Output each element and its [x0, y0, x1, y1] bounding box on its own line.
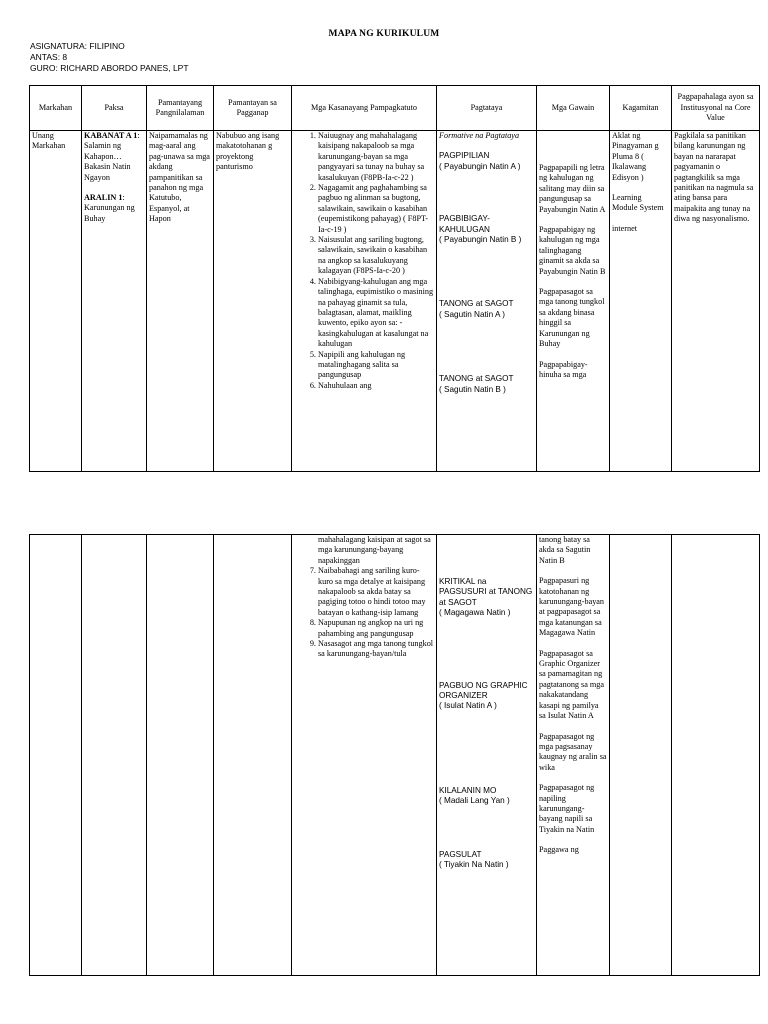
- assessment-name: PAGBUO NG GRAPHIC ORGANIZER: [439, 680, 528, 701]
- column-header: Mga Kasanayang Pampagkatuto: [292, 86, 437, 131]
- pangnilalaman-cell: [147, 535, 214, 976]
- column-header: Pamantayan sa Pagganap: [214, 86, 292, 131]
- markahan-cell: Unang Markahan: [30, 131, 82, 472]
- activity-item: Pagpapasagot ng mga pagsasanay kaugnay ng aralin sa wika: [539, 731, 607, 772]
- assessment-name: TANONG at SAGOT: [439, 374, 514, 384]
- kagamitan-cell: [610, 131, 672, 472]
- competency-continuation: mahahalagang kaisipan at sagot sa mga karunungang-bayang napakinggan: [318, 535, 431, 565]
- competency-item: 3. Naisusulat ang sariling bugtong, salawikain, sawikain o kasabihan na angkop sa kasalukuyang kalagayan (F8PS-Ia-c-20 ): [318, 235, 434, 277]
- assessment-sub: ( Tiyakin Na Natin ): [439, 860, 509, 870]
- assessment-name: KILALANIN MO: [439, 785, 497, 795]
- column-header: Pagpapahalaga ayon sa Institusyonal na Core Value: [672, 86, 760, 131]
- assessment-intro: Formative na Pagtataya: [439, 131, 520, 140]
- paksa-cell: [82, 131, 147, 472]
- curriculum-table-page-2: [29, 534, 760, 976]
- subject-line: ASIGNATURA: FILIPINO: [30, 41, 125, 51]
- pagtataya-cell: [437, 131, 537, 472]
- activity-item: Pagpapasagot ng napiling karunungang-bayang napili sa Tiyakin na Natin: [539, 783, 595, 834]
- competency-item: 9. Nasasagot ang mga tanong tungkol sa karunungang-bayan/tula: [318, 639, 434, 660]
- table-header-row: [30, 86, 760, 131]
- markahan-cell: [30, 535, 82, 976]
- assessment-sub: ( Payabungin Natin B ): [439, 235, 522, 245]
- kabanata-label: KABANAT A 1: [84, 131, 138, 140]
- kagamitan-cell: [610, 535, 672, 976]
- activity-item: Pagpapapili ng letra ng kahulugan ng salitang may diin sa pangungusap sa Payabungin Natin A: [539, 163, 606, 214]
- activity-continuation: tanong batay sa akda sa Sagutin Natin B: [539, 535, 591, 565]
- activity-item: Pagpapasuri ng katotohanan ng karunungang-bayan at pagpapasagot sa mga katanungan sa Magagawa Natin: [539, 576, 605, 638]
- column-header: Pagtataya: [437, 86, 537, 131]
- assessment-sub: ( Payabungin Natin A ): [439, 161, 521, 171]
- assessment-name: PAGSULAT: [439, 849, 482, 859]
- activity-item: Pagpapasagot sa mga tanong tungkol sa akdang binasa hinggil sa Karunungan ng Buhay: [539, 287, 605, 349]
- table-row: [30, 535, 760, 976]
- gawain-cell: [537, 131, 610, 472]
- competency-item: 7. Naibabahagi ang sariling kuro-kuro sa mga detalye at kaisipang nakapaloob sa akda batay sa pagiging totoo o hindi totoo may batayan o kathang-isip lamang: [318, 566, 434, 618]
- material-item: Learning Module System: [612, 193, 664, 213]
- activity-item: Pagpapasagot sa Graphic Organizer sa pamamagitan ng pagtatanong sa mga nakakatandang kasapi ng pamilya sa Isulat Natin A: [539, 648, 605, 721]
- column-header: Paksa: [82, 86, 147, 131]
- column-header: Markahan: [30, 86, 82, 131]
- assessment-name: PAGPIPILIAN: [439, 151, 490, 161]
- pagganap-cell: [214, 535, 292, 976]
- pagpapahalaga-cell: Pagkilala sa panitikan bilang karunungan ng bayan na nararapat pagyamanin o pagtangkilik sa mga panitikan na nagmula sa ating bansa para maipakita ang tunay na diwa ng nasyonalismo.: [672, 131, 760, 472]
- kasanayan-cell: [292, 131, 437, 472]
- pagtataya-cell: [437, 535, 537, 976]
- column-header: Mga Gawain: [537, 86, 610, 131]
- assessment-sub: ( Sagutin Natin A ): [439, 309, 505, 319]
- column-header: Kagamitan: [610, 86, 672, 131]
- aralin-label: ARALIN 1: [84, 193, 123, 203]
- kasanayan-cell: [292, 535, 437, 976]
- assessment-sub: ( Isulat Natin A ): [439, 701, 497, 711]
- competency-item: 2. Nagagamit ang paghahambing sa pagbuo ng alinman sa bugtong, salawikain, sawikain o kasabihan (eupemistikong pahayag) ( F8PT-Ia-c-19 ): [318, 183, 434, 235]
- page-title: MAPA NG KURIKULUM: [328, 29, 440, 39]
- assessment-sub: ( Madali Lang Yan ): [439, 796, 510, 806]
- activity-item: Paggawa ng: [539, 845, 579, 855]
- competency-item: 1. Naiuugnay ang mahahalagang kaisipang nakapaloob sa mga karunungang-bayan sa mga pangyayari sa tunay na buhay sa kasalukuyan (F8PB-Ia-c-22 ): [318, 131, 434, 183]
- activity-item: Pagpapabigay- hinuha sa mga: [539, 359, 588, 379]
- activity-item: Pagpapabigay ng kahulugan ng mga talinghagang ginamit sa akda sa Payabungin Natin B: [539, 225, 606, 276]
- assessment-name: TANONG at SAGOT: [439, 299, 514, 309]
- competency-item: 6. Nahuhulaan ang: [318, 381, 434, 391]
- assessment-sub: ( Sagutin Natin B ): [439, 384, 506, 394]
- grade-line: ANTAS: 8: [30, 52, 68, 62]
- teacher-line: GURO: RICHARD ABORDO PANES, LPT: [30, 63, 189, 73]
- competency-item: 4. Nabibigyang-kahulugan ang mga talinghaga, eupimistiko o masining na pahayag ginamit sa tula, balagtasan, alamat, maikling kuwento, epiko ayon sa: -kasingkahulugan at kasalungat na kahulugan: [318, 277, 434, 350]
- competency-item: 5. Napipili ang kahulugan ng matalinghagang salita sa pangungusap: [318, 350, 434, 381]
- curriculum-table-page-1: [29, 85, 760, 472]
- pagpapahalaga-cell: [672, 535, 760, 976]
- material-item: internet: [612, 223, 638, 233]
- aralin-text: : Karunungan ng Buhay: [84, 193, 135, 223]
- assessment-name: PAGBIBIGAY- KAHULUGAN: [439, 214, 490, 234]
- assessment-sub: ( Magagawa Natin ): [439, 608, 511, 618]
- assessment-name: KRITIKAL na PAGSUSURI at TANONG at SAGOT: [439, 577, 533, 607]
- material-item: Aklat ng Pinagyaman g Pluma 8 ( Ikalawang Edisyon ): [612, 131, 659, 182]
- kabanata-text: : Salamin ng Kahapon… Bakasin Natin Ngayon: [84, 131, 140, 182]
- pangnilalaman-cell: Naipamamalas ng mag-aaral ang pag-unawa sa mga akdang pampanitikan sa panahon ng mga Katutubo, Espanyol, at Hapon: [147, 131, 214, 472]
- paksa-cell: [82, 535, 147, 976]
- column-header: Pamantayang Pangnilalaman: [147, 86, 214, 131]
- pagganap-cell: Nabubuo ang isang makatotohanan g proyektong panturismo: [214, 131, 292, 472]
- gawain-cell: [537, 535, 610, 976]
- table-row: [30, 131, 760, 472]
- competency-item: 8. Napupunan ng angkop na uri ng pahambing ang pangungusap: [318, 618, 434, 639]
